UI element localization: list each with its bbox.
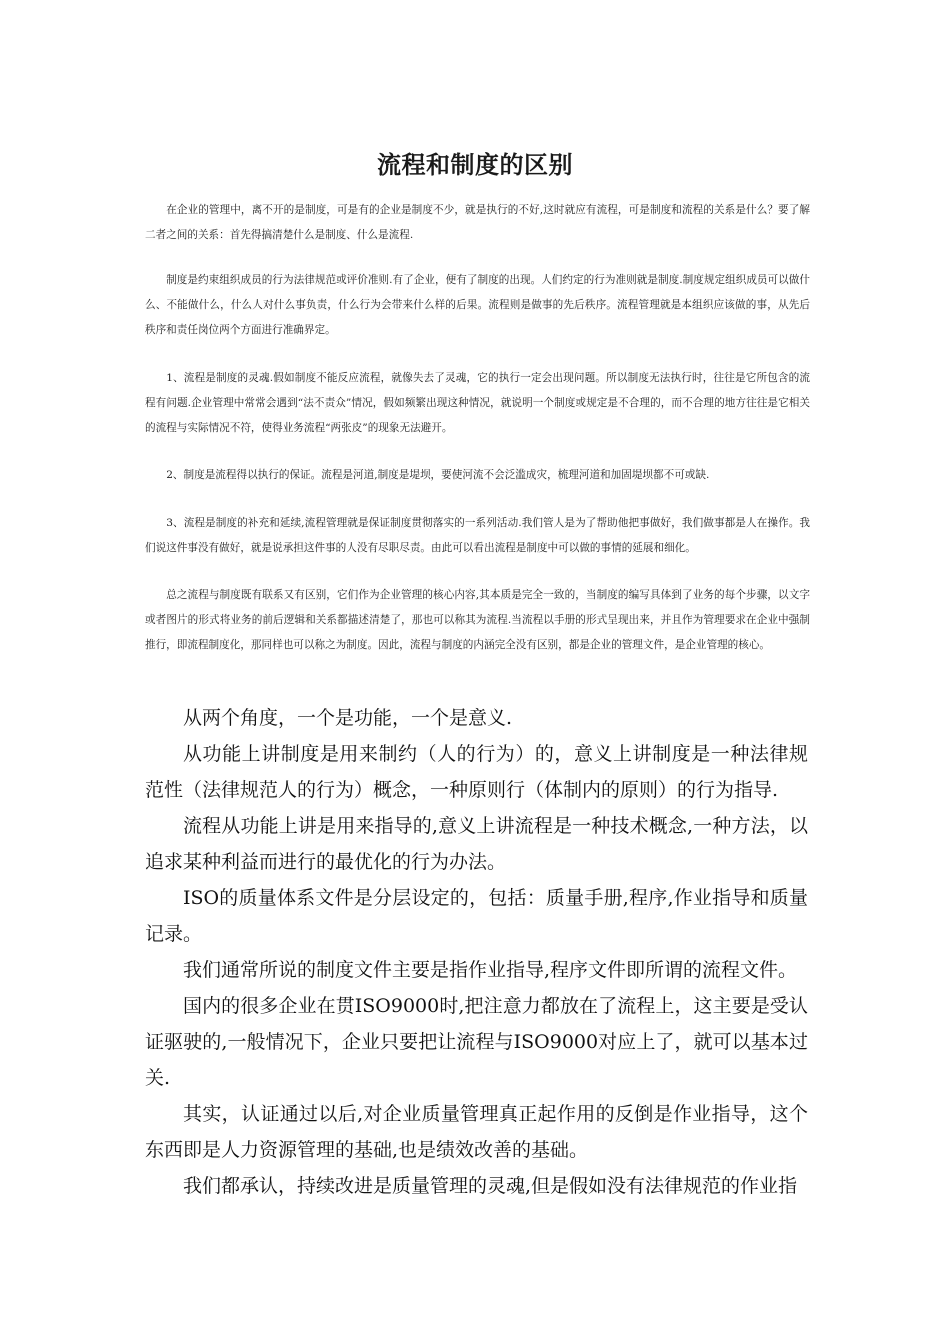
point-three-section: [145, 511, 810, 561]
body-paragraph: ISO的质量体系文件是分层设定的，包括：质量手册,程序,作业指导和质量记录。: [145, 887, 808, 945]
body-section: [145, 700, 808, 1204]
body-paragraph: 国内的很多企业在贯ISO9000时,把注意力都放在了流程上，这主要是受认证驱驶的,一般情况下，企业只要把让流程与ISO9000对应上了，就可以基本过关.: [145, 995, 808, 1089]
body-paragraph: 流程从功能上讲是用来指导的,意义上讲流程是一种技术概念,一种方法，以追求某种利益而进行的最优化的行为办法。: [145, 815, 808, 873]
point-two-section: [145, 463, 810, 488]
definition-paragraph: 制度是约束组织成员的行为法律规范或评价准则.有了企业，便有了制度的出现。人们约定的行为准则就是制度.制度规定组织成员可以做什么、不能做什么，什么人对什么事负责，什么行为会带来什么样的后果。流程则是做事的先后秩序。流程管理就是本组织应该做的事，从先后秩序和责任岗位两个方面进行准确界定。: [145, 274, 810, 336]
body-paragraph: 其实，认证通过以后,对企业质量管理真正起作用的反倒是作业指导，这个东西即是人力资源管理的基础,也是绩效改善的基础。: [145, 1103, 808, 1161]
intro-paragraph: 在企业的管理中，离不开的是制度，可是有的企业是制度不少，就是执行的不好,这时就应有流程，可是制度和流程的关系是什么？要了解二者之间的关系：首先得搞清楚什么是制度、什么是流程.: [145, 204, 810, 241]
intro-section: [145, 198, 810, 248]
point-two-paragraph: 2、制度是流程得以执行的保证。流程是河道,制度是堤坝，要使河流不会泛滥成灾，梳理河道和加固堤坝都不可或缺.: [166, 469, 710, 481]
body-paragraph: 从两个角度，一个是功能，一个是意义.: [183, 707, 513, 729]
point-one-section: [145, 366, 810, 441]
body-paragraph: 我们通常所说的制度文件主要是指作业指导,程序文件即所谓的流程文件。: [183, 959, 798, 981]
page-title: 流程和制度的区别: [377, 150, 573, 180]
body-paragraph: 从功能上讲制度是用来制约（人的行为）的，意义上讲制度是一种法律规范性（法律规范人的行为）概念，一种原则行（体制内的原则）的行为指导.: [145, 743, 808, 801]
point-one-paragraph: 1、流程是制度的灵魂.假如制度不能反应流程，就像失去了灵魂，它的执行一定会出现问题。所以制度无法执行时，往往是它所包含的流程有问题.企业管理中常常会遇到“法不责众”情况，假如频繁出现这种情况，就说明一个制度或规定是不合理的，而不合理的地方往往是它相关的流程与实际情况不符，使得业务流程“两张皮”的现象无法避开。: [145, 372, 810, 434]
definition-section: [145, 268, 810, 343]
summary-paragraph: 总之流程与制度既有联系又有区别，它们作为企业管理的核心内容,其本质是完全一致的，当制度的编写具体到了业务的每个步骤，以文字或者图片的形式将业务的前后逻辑和关系都描述清楚了，那也可以称其为流程.当流程以手册的形式呈现出来，并且作为管理要求在企业中强制推行，即流程制度化，那同样也可以称之为制度。因此，流程与制度的内涵完全没有区别，都是企业的管理文件，是企业管理的核心。: [145, 589, 810, 651]
point-three-paragraph: 3、流程是制度的补充和延续,流程管理就是保证制度贯彻落实的一系列活动.我们管人是为了帮助他把事做好，我们做事都是人在操作。我们说这件事没有做好，就是说承担这件事的人没有尽职尽责。由此可以看出流程是制度中可以做的事情的延展和细化。: [145, 517, 810, 554]
summary-section: [145, 583, 810, 658]
body-paragraph: 我们都承认，持续改进是质量管理的灵魂,但是假如没有法律规范的作业指: [183, 1175, 798, 1197]
